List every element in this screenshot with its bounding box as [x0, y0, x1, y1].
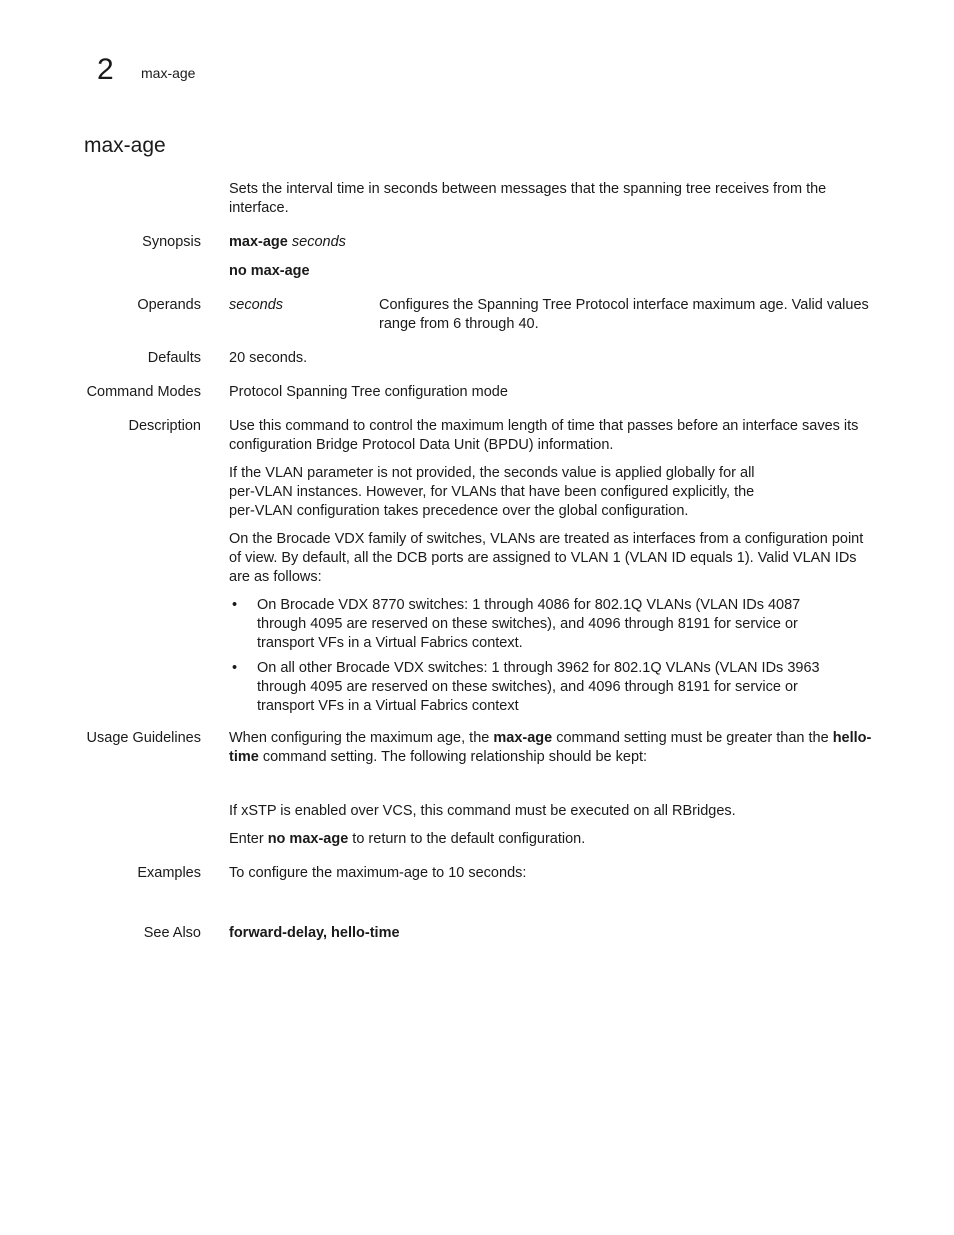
synopsis-body [229, 233, 874, 290]
see-also-label: See Also [143, 925, 201, 941]
usage-text: command setting. The following relationship should be kept: [258, 749, 648, 765]
list-item-text: On Brocade VDX 8770 switches: 1 through 4086 for 802.1Q VLANs (VLAN IDs 4087 through 4095 are reserved on these switches), and 4096 through 8191 for service or transport VFs in a Virtual Fabrics context. [257, 597, 801, 651]
bullet-icon: • [232, 660, 238, 676]
page-title: max-age [84, 134, 166, 157]
examples-label: Examples [137, 865, 201, 881]
usage-text: Enter [229, 831, 268, 847]
intro-text: Sets the interval time in seconds between messages that the spanning tree receives from the interface. [229, 181, 827, 216]
hello-time-command: hello-time [229, 730, 872, 765]
synopsis-argument: seconds [291, 234, 346, 250]
operands-label: Operands [137, 297, 201, 313]
max-age-command: max-age [493, 730, 553, 746]
vlan-id-list [229, 596, 874, 716]
list-item-text: On all other Brocade VDX switches: 1 through 3962 for 802.1Q VLANs (VLAN IDs 3963 through 4095 are reserved on these switches), and 4096 through 8191 for service or transport VFs in a Virtual Fabrics context [257, 660, 820, 714]
operand-term: seconds [229, 297, 284, 313]
list-item [229, 659, 827, 716]
synopsis-label: Synopsis [142, 234, 201, 250]
description-paragraph: Use this command to control the maximum length of time that passes before an interface saves its configuration Bridge Protocol Data Unit (BPDU) information. [229, 418, 859, 453]
running-head: max-age [141, 65, 196, 81]
usage-label: Usage Guidelines [86, 730, 201, 746]
list-item [229, 596, 827, 653]
bullet-icon: • [232, 597, 238, 613]
no-max-age-command: no max-age [267, 831, 349, 847]
chapter-number: 2 [97, 53, 114, 86]
usage-body [229, 729, 874, 858]
operands-body [229, 296, 874, 334]
usage-text: When configuring the maximum age, the [229, 730, 494, 746]
description-paragraph: If the VLAN parameter is not provided, the seconds value is applied globally for all per-VLAN instances. However, for VLANs that have been configured explicitly, the per-VLAN configuration takes precedence over the global configuration. [229, 465, 755, 519]
usage-text: to return to the default configuration. [348, 831, 586, 847]
synopsis-no-form: no max-age [229, 263, 310, 279]
command-modes-text: Protocol Spanning Tree configuration mode [229, 384, 508, 400]
defaults-label: Defaults [147, 350, 201, 366]
description-paragraph: On the Brocade VDX family of switches, VLANs are treated as interfaces from a configuration point of view. By default, all the DCB ports are assigned to VLAN 1 (VLAN ID equals 1). Valid VLAN IDs are as follows: [229, 531, 864, 585]
examples-text: To configure the maximum-age to 10 seconds: [229, 865, 527, 881]
command-modes-label: Command Modes [86, 384, 201, 400]
description-body [229, 417, 874, 722]
usage-paragraph: If xSTP is enabled over VCS, this command must be executed on all RBridges. [229, 803, 736, 819]
operand-description: Configures the Spanning Tree Protocol interface maximum age. Valid values range from 6 through 40. [379, 297, 869, 332]
synopsis-command: max-age [229, 234, 288, 250]
defaults-text: 20 seconds. [229, 350, 308, 366]
see-also-links[interactable]: forward-delay, hello-time [229, 925, 400, 941]
usage-paragraph [229, 830, 874, 849]
usage-paragraph [229, 729, 874, 767]
description-label: Description [128, 418, 201, 434]
usage-text: command setting must be greater than the [552, 730, 833, 746]
